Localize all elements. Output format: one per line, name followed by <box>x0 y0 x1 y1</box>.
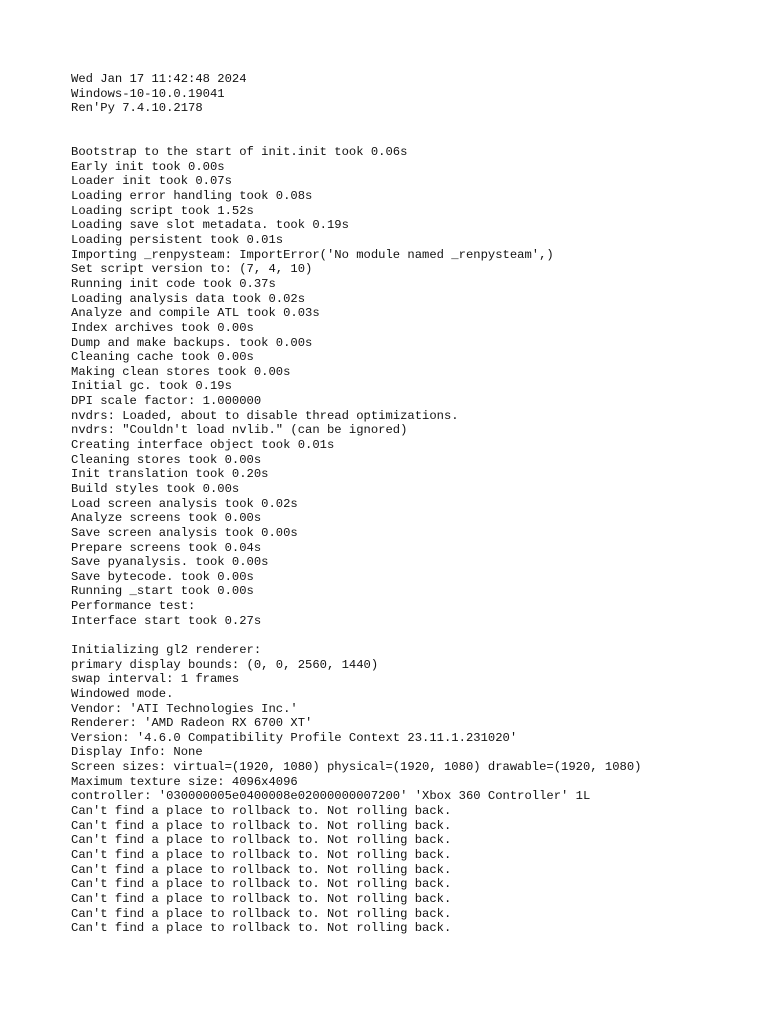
log-line: Windowed mode. <box>71 686 174 701</box>
log-line: Index archives took 0.00s <box>71 320 254 335</box>
log-line: Save screen analysis took 0.00s <box>71 525 298 540</box>
log-line: Wed Jan 17 11:42:48 2024 <box>71 72 247 86</box>
log-line: controller: '030000005e0400008e02000000007200' 'Xbox 360 Controller' 1L <box>71 789 591 804</box>
log-line: swap interval: 1 frames <box>71 672 240 687</box>
log-line: Bootstrap to the start of init.init took 0.06s <box>71 145 408 160</box>
log-line: primary display bounds: (0, 0, 2560, 1440) <box>71 657 379 672</box>
log-line: Save bytecode. took 0.00s <box>71 569 254 584</box>
log-line: Can't find a place to rollback to. Not rolling back. <box>71 847 452 862</box>
log-line: Performance test: <box>71 599 196 614</box>
log-line: Early init took 0.00s <box>71 159 225 174</box>
log-line: Initial gc. took 0.19s <box>71 379 232 394</box>
log-line: Loading save slot metadata. took 0.19s <box>71 218 349 233</box>
log-line: Vendor: 'ATI Technologies Inc.' <box>71 701 298 716</box>
log-line: Init translation took 0.20s <box>71 467 269 482</box>
log-line: Making clean stores took 0.00s <box>71 364 291 379</box>
log-line: Set script version to: (7, 4, 10) <box>71 262 313 277</box>
log-line: Cleaning cache took 0.00s <box>71 350 254 365</box>
log-line: Running _start took 0.00s <box>71 584 254 599</box>
log-line: Can't find a place to rollback to. Not rolling back. <box>71 862 452 877</box>
log-line: Analyze and compile ATL took 0.03s <box>71 306 320 321</box>
log-line: Build styles took 0.00s <box>71 481 240 496</box>
log-line: Load screen analysis took 0.02s <box>71 496 298 511</box>
log-line: Loading analysis data took 0.02s <box>71 291 306 306</box>
blank-line <box>71 131 751 146</box>
log-line: nvdrs: "Couldn't load nvlib." (can be ignored) <box>71 423 408 438</box>
log-line: Importing _renpysteam: ImportError('No module named _renpysteam',) <box>71 247 554 262</box>
log-line: Screen sizes: virtual=(1920, 1080) physical=(1920, 1080) drawable=(1920, 1080) <box>71 760 642 775</box>
log-line: Ren'Py 7.4.10.2178 <box>71 101 203 116</box>
log-line: Can't find a place to rollback to. Not rolling back. <box>71 833 452 848</box>
log-line: Dump and make backups. took 0.00s <box>71 335 313 350</box>
log-line: Loading script took 1.52s <box>71 203 254 218</box>
log-line: Version: '4.6.0 Compatibility Profile Context 23.11.1.231020' <box>71 730 518 745</box>
log-line: Can't find a place to rollback to. Not rolling back. <box>71 804 452 819</box>
log-line: Cleaning stores took 0.00s <box>71 452 262 467</box>
log-line: Can't find a place to rollback to. Not rolling back. <box>71 877 452 892</box>
log-line: Initializing gl2 renderer: <box>71 642 262 657</box>
log-line: Running init code took 0.37s <box>71 276 276 291</box>
log-line: Prepare screens took 0.04s <box>71 540 262 555</box>
log-line: Maximum texture size: 4096x4096 <box>71 774 298 789</box>
log-line: Loading error handling took 0.08s <box>71 189 313 204</box>
log-line: Interface start took 0.27s <box>71 613 262 628</box>
log-line: Renderer: 'AMD Radeon RX 6700 XT' <box>71 716 313 731</box>
log-line: Save pyanalysis. took 0.00s <box>71 555 269 570</box>
log-line: Windows-10-10.0.19041 <box>71 86 225 101</box>
log-line: Can't find a place to rollback to. Not rolling back. <box>71 906 452 921</box>
log-line: Loading persistent took 0.01s <box>71 233 284 248</box>
log-line: DPI scale factor: 1.000000 <box>71 394 262 409</box>
log-line: Analyze screens took 0.00s <box>71 511 262 526</box>
log-line: Creating interface object took 0.01s <box>71 438 335 453</box>
log-text <box>71 72 751 936</box>
log-line: Loader init took 0.07s <box>71 174 232 189</box>
blank-line <box>71 116 751 131</box>
log-line: Display Info: None <box>71 745 203 760</box>
log-line: Can't find a place to rollback to. Not rolling back. <box>71 818 452 833</box>
blank-line <box>71 628 751 643</box>
log-line: nvdrs: Loaded, about to disable thread optimizations. <box>71 408 459 423</box>
log-line: Can't find a place to rollback to. Not rolling back. <box>71 921 452 936</box>
log-line: Can't find a place to rollback to. Not rolling back. <box>71 891 452 906</box>
